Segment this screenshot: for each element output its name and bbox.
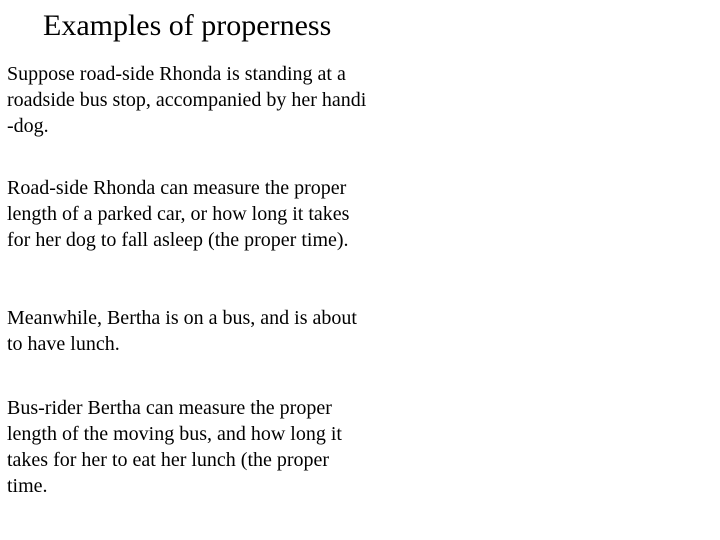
text-line: to have lunch.: [7, 333, 120, 355]
paragraph-bertha-measure: [7, 395, 407, 499]
text-line: length of a parked car, or how long it takes: [7, 203, 350, 225]
text-line: time.: [7, 475, 48, 497]
paragraph-rhonda-measure: [7, 175, 407, 253]
paragraph-bertha-intro: [7, 305, 407, 357]
paragraph-rhonda-intro: [7, 61, 407, 139]
text-line: Meanwhile, Bertha is on a bus, and is about: [7, 307, 357, 329]
text-line: takes for her to eat her lunch (the proper: [7, 449, 330, 471]
text-line: Bus-rider Bertha can measure the proper: [7, 397, 332, 419]
text-line: Road-side Rhonda can measure the proper: [7, 177, 347, 199]
text-line: roadside bus stop, accompanied by her handi: [7, 89, 367, 111]
text-line: -dog.: [7, 115, 49, 137]
text-line: length of the moving bus, and how long it: [7, 423, 342, 445]
text-line: for her dog to fall asleep (the proper time).: [7, 229, 349, 251]
slide-title: Examples of properness: [43, 9, 332, 42]
text-line: Suppose road-side Rhonda is standing at a: [7, 63, 346, 85]
